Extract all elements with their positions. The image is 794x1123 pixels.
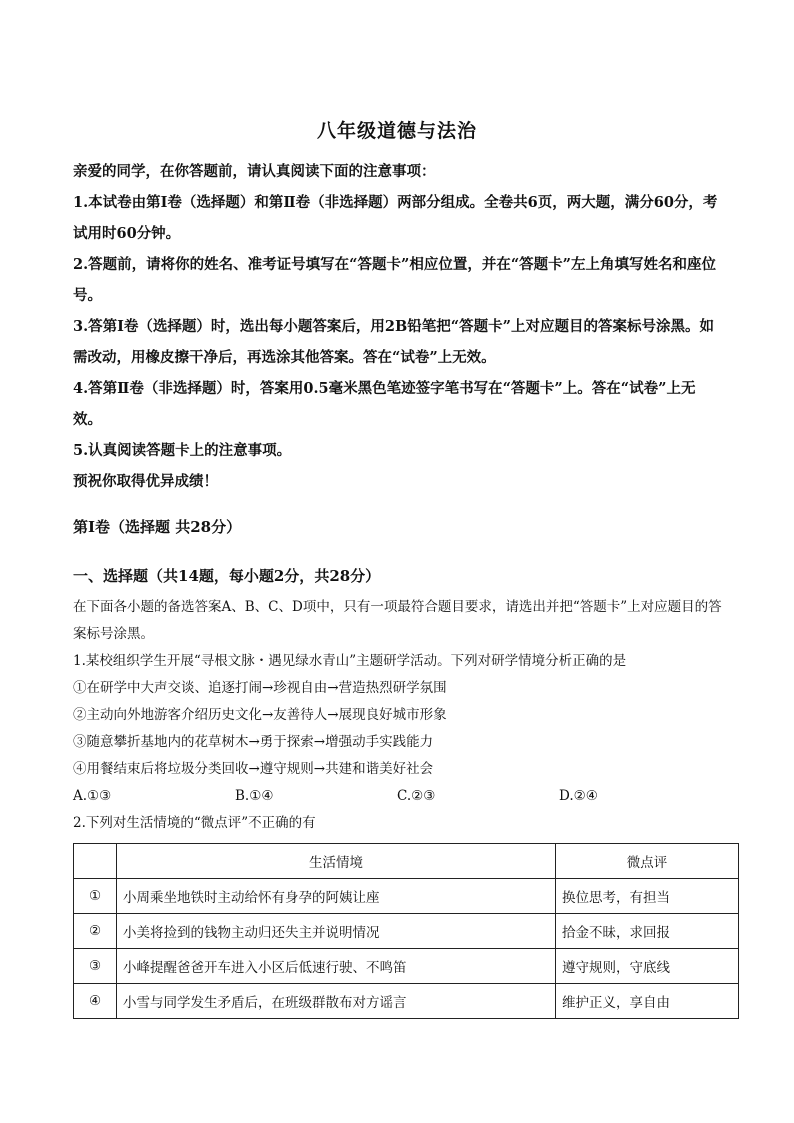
notice-item-2: 2.答题前，请将你的姓名、准考证号填写在“答题卡”相应位置，并在“答题卡”左上角填写姓名和座位号。 bbox=[73, 256, 716, 304]
q1-item: ③随意攀折基地内的花草树木→勇于探索→增强动手实践能力 bbox=[73, 734, 434, 750]
question-body bbox=[73, 594, 733, 837]
header-situation: 生活情境 bbox=[117, 844, 556, 879]
table-row bbox=[74, 879, 739, 914]
notice-item-5: 5.认真阅读答题卡上的注意事项。 bbox=[73, 442, 292, 459]
row-comment: 遵守规则，守底线 bbox=[556, 949, 739, 984]
header-index bbox=[74, 844, 117, 879]
header-comment: 微点评 bbox=[556, 844, 739, 879]
row-comment: 维护正义，享自由 bbox=[556, 984, 739, 1019]
notice-item-4: 4.答第Ⅱ卷（非选择题）时，答案用0.5毫米黑色笔迹签字笔书写在“答题卡”上。答在“试卷”上无效。 bbox=[73, 380, 696, 428]
row-situation: 小雪与同学发生矛盾后，在班级群散布对方谣言 bbox=[117, 984, 556, 1019]
row-situation: 小周乘坐地铁时主动给怀有身孕的阿姨让座 bbox=[117, 879, 556, 914]
q2-stem: 2.下列对生活情境的“微点评”不正确的有 bbox=[73, 815, 316, 831]
q1-item: ④用餐结束后将垃圾分类回收→遵守规则→共建和谐美好社会 bbox=[73, 761, 434, 777]
q1-stem: 1.某校组织学生开展“寻根文脉・遇见绿水青山”主题研学活动。下列对研学情境分析正确的是 bbox=[73, 653, 627, 669]
row-situation: 小美将捡到的钱物主动归还失主并说明情况 bbox=[117, 914, 556, 949]
row-comment: 拾金不昧，求回报 bbox=[556, 914, 739, 949]
row-index: ③ bbox=[74, 949, 117, 984]
q2-table bbox=[73, 843, 739, 1019]
row-situation: 小峰提醒爸爸开车进入小区后低速行驶、不鸣笛 bbox=[117, 949, 556, 984]
section1-title: 一、选择题（共14题，每小题2分，共28分） bbox=[73, 567, 381, 585]
table-row bbox=[74, 914, 739, 949]
instruction-text: 在下面各小题的备选答案A、B、C、D项中，只有一项最符合题目要求，请选出并把“答题卡”上对应题目的答案标号涂黑。 bbox=[73, 599, 722, 642]
notice-item-1: 1.本试卷由第Ⅰ卷（选择题）和第Ⅱ卷（非选择题）两部分组成。全卷共6页，两大题，满分60分，考试用时60分钟。 bbox=[73, 194, 718, 242]
row-index: ④ bbox=[74, 984, 117, 1019]
q1-option-c: C.②③ bbox=[397, 788, 436, 804]
table-row bbox=[74, 949, 739, 984]
part1-title: 第Ⅰ卷（选择题 共28分） bbox=[73, 518, 242, 536]
page-title: 八年级道德与法治 bbox=[316, 120, 477, 142]
q1-option-d: D.②④ bbox=[559, 788, 598, 804]
q1-option-b: B.①④ bbox=[235, 788, 274, 804]
notice-intro: 亲爱的同学，在你答题前，请认真阅读下面的注意事项： bbox=[73, 163, 436, 180]
row-index: ① bbox=[74, 879, 117, 914]
table-row bbox=[74, 984, 739, 1019]
notice-item-3: 3.答第Ⅰ卷（选择题）时，选出每小题答案后，用2B铅笔把“答题卡”上对应题目的答案标号涂黑。如需改动，用橡皮擦干净后，再选涂其他答案。答在“试卷”上无效。 bbox=[73, 318, 714, 366]
q1-item: ②主动向外地游客介绍历史文化→友善待人→展现良好城市形象 bbox=[73, 707, 447, 723]
q1-item: ①在研学中大声交谈、追逐打闹→珍视自由→营造热烈研学氛围 bbox=[73, 680, 447, 696]
table-header-row bbox=[74, 844, 739, 879]
q1-options bbox=[73, 783, 723, 810]
notice-wish: 预祝你取得优异成绩！ bbox=[73, 473, 218, 490]
q1-option-a: A.①③ bbox=[73, 788, 112, 804]
row-comment: 换位思考，有担当 bbox=[556, 879, 739, 914]
notice-section bbox=[73, 156, 723, 497]
row-index: ② bbox=[74, 914, 117, 949]
